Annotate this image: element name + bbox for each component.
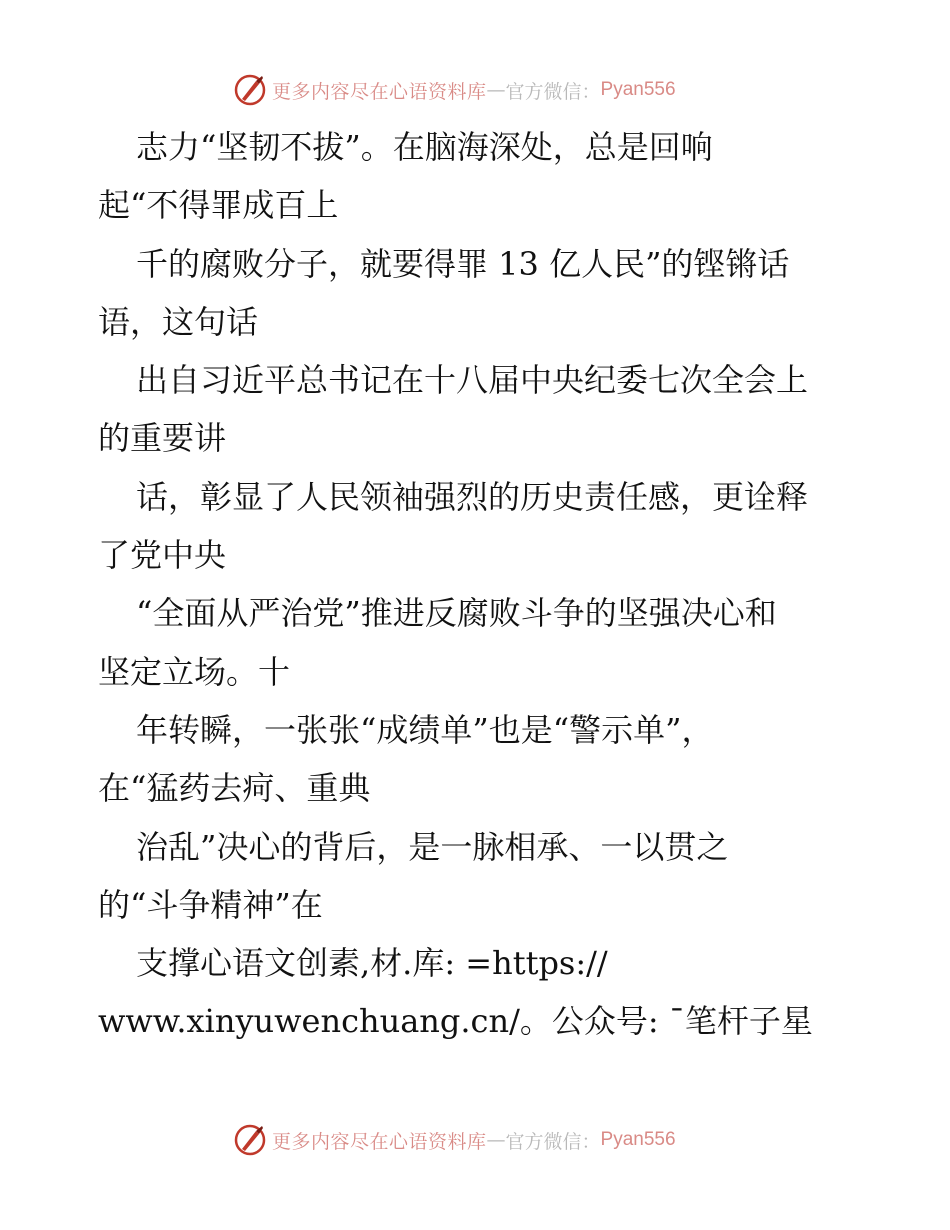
text-line: 支撑心语文创素,材.库: =https://	[136, 944, 608, 983]
quill-logo-icon	[232, 72, 268, 108]
text-line: 话，彰显了人民领袖强烈的历史责任感，更诠释	[136, 477, 809, 516]
text-line: 治乱”决心的背后，是一脉相承、一以贯之	[136, 827, 729, 866]
text-line: “全面从严治党”推进反腐败斗争的坚强决心和	[136, 594, 777, 633]
text-line: 了党中央	[98, 536, 227, 575]
watermark-sub-text: 官方微信：	[505, 80, 601, 103]
text-line: 出自习近平总书记在十八届中央纪委七次全会上	[136, 361, 809, 400]
watermark-main-text: 更多内容尽在心语资料库	[272, 80, 487, 103]
watermark-sub-text: 官方微信：	[505, 1130, 601, 1153]
text-line: 年转瞬，一张张“成绩单”也是“警示单”，	[136, 710, 714, 749]
header-watermark	[232, 70, 676, 110]
quill-logo-icon	[232, 1122, 268, 1158]
text-line: www.xinyuwenchuang.cn/。公众号: ¯笔杆子星	[98, 1002, 813, 1041]
text-line: 千的腐败分子，就要得罪 13 亿人民”的铿锵话	[136, 244, 790, 283]
text-line: 在“猛药去疴、重典	[98, 769, 371, 808]
text-line: 坚定立场。十	[98, 652, 291, 691]
watermark-dash: —	[486, 79, 506, 101]
text-line: 起“不得罪成百上	[98, 186, 339, 225]
body-text	[98, 118, 898, 1051]
text-line: 志力“坚韧不拔”。在脑海深处，总是回响	[136, 128, 713, 166]
watermark-id: Pyan556	[600, 79, 676, 100]
text-line: 的重要讲	[98, 419, 227, 458]
watermark-main-text: 更多内容尽在心语资料库	[272, 1130, 487, 1153]
footer-watermark	[232, 1120, 676, 1160]
watermark-dash: —	[486, 1129, 506, 1151]
text-line: 的“斗争精神”在	[98, 885, 323, 924]
text-line: 语，这句话	[98, 302, 259, 341]
watermark-id: Pyan556	[600, 1129, 676, 1150]
